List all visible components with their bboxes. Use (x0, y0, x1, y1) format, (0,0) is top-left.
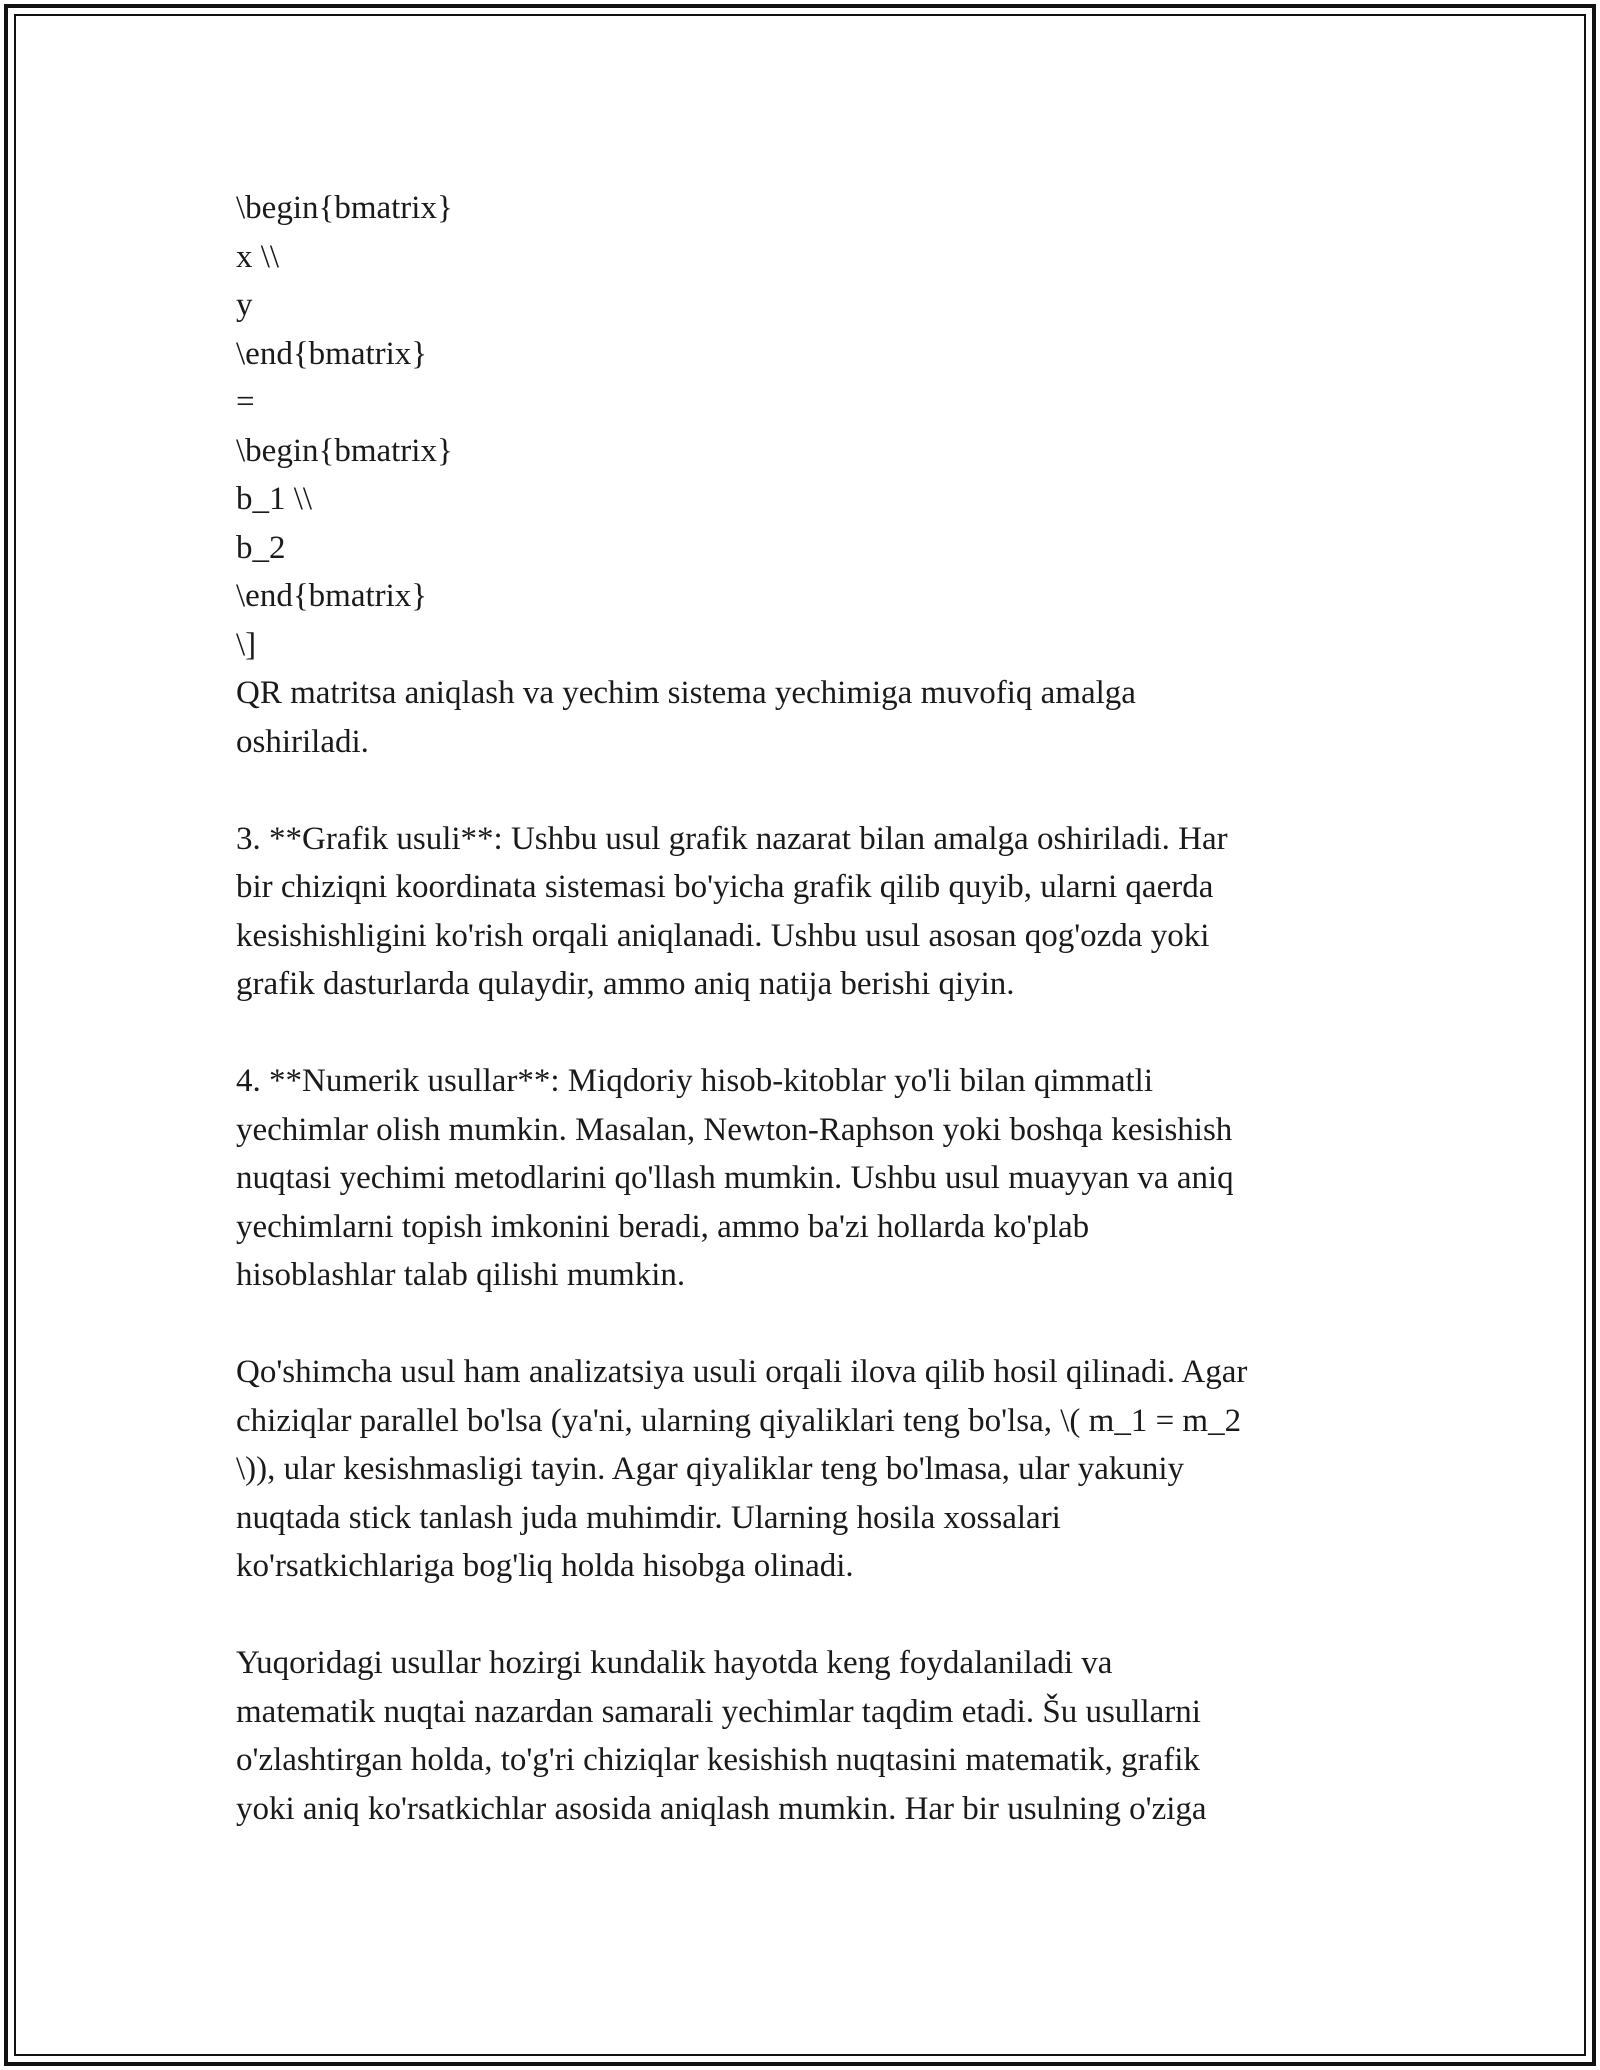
text-line: bir chiziqni koordinata sistemasi bo'yicha grafik qilib quyib, ularni qaerda (236, 869, 1214, 905)
text-line: \begin{bmatrix} (236, 190, 453, 226)
text-line: yoki aniq ko'rsatkichlar asosida aniqlash mumkin. Har bir usulning o'ziga (236, 1790, 1207, 1827)
text-line: nuqtasi yechimi metodlarini qo'llash mumkin. Ushbu usul muayyan va aniq (236, 1160, 1234, 1196)
text-line: b_1 \\ (236, 481, 313, 517)
paragraph-qoshimcha-usul (236, 1348, 1376, 1591)
text-line: yechimlar olish mumkin. Masalan, Newton-Raphson yoki boshqa kesishish (236, 1111, 1233, 1148)
paragraph-gap (236, 766, 1376, 815)
paragraph-yuqoridagi-usullar (236, 1639, 1376, 1833)
document-body (236, 184, 1376, 1833)
text-line: \begin{bmatrix} (236, 432, 453, 469)
text-line: x \\ (236, 238, 280, 275)
paragraph-numerik-usullar (236, 1057, 1376, 1300)
text-line: Qo'shimcha usul ham analizatsiya usuli orqali ilova qilib hosil qilinadi. Agar (236, 1354, 1248, 1390)
text-line: 4. **Numerik usullar**: Miqdoriy hisob-kitoblar yo'li bilan qimmatli (236, 1063, 1154, 1099)
paragraph-gap (236, 1009, 1376, 1058)
paragraph-gap (236, 1300, 1376, 1349)
text-line: QR matritsa aniqlash va yechim sistema yechimiga muvofiq amalga (236, 675, 1136, 711)
text-line: matematik nuqtai nazardan samarali yechimlar taqdim etadi. Šu usullarni (236, 1693, 1201, 1730)
text-line: kesishishligini ko'rish orqali aniqlanadi. Ushbu usul asosan qog'ozda yoki (236, 917, 1210, 954)
text-line: ko'rsatkichlariga bog'liq holda hisobga olinadi. (236, 1548, 854, 1584)
text-line: yechimlarni topish imkonini beradi, ammo ba'zi hollarda ko'plab (236, 1208, 1090, 1245)
text-line: 3. **Grafik usuli**: Ushbu usul grafik nazarat bilan amalga oshiriladi. Har (236, 820, 1228, 857)
text-line: hisoblashlar talab qilishi mumkin. (236, 1257, 686, 1293)
text-line: chiziqlar parallel bo'lsa (ya'ni, ularning qiyaliklari teng bo'lsa, \( m_1 = m_2 (236, 1402, 1242, 1439)
text-line: \end{bmatrix} (236, 578, 428, 614)
text-line: y (236, 287, 253, 323)
text-line: b_2 (236, 529, 286, 566)
matrix-code-block (236, 184, 1376, 766)
text-line: \end{bmatrix} (236, 335, 428, 372)
text-line: nuqtada stick tanlash juda muhimdir. Ularning hosila xossalari (236, 1499, 1061, 1536)
paragraph-grafik-usuli (236, 815, 1376, 1009)
text-line: oshiriladi. (236, 723, 369, 760)
text-line: Yuqoridagi usullar hozirgi kundalik hayotda keng foydalaniladi va (236, 1645, 1113, 1681)
text-line: = (236, 384, 255, 420)
text-line: o'zlashtirgan holda, to'g'ri chiziqlar kesishish nuqtasini matematik, grafik (236, 1742, 1200, 1778)
paragraph-gap (236, 1591, 1376, 1640)
text-line: \)), ular kesishmasligi tayin. Agar qiyaliklar teng bo'lmasa, ular yakuniy (236, 1451, 1185, 1487)
text-line: \] (236, 626, 257, 663)
text-line: grafik dasturlarda qulaydir, ammo aniq natija berishi qiyin. (236, 966, 1015, 1002)
